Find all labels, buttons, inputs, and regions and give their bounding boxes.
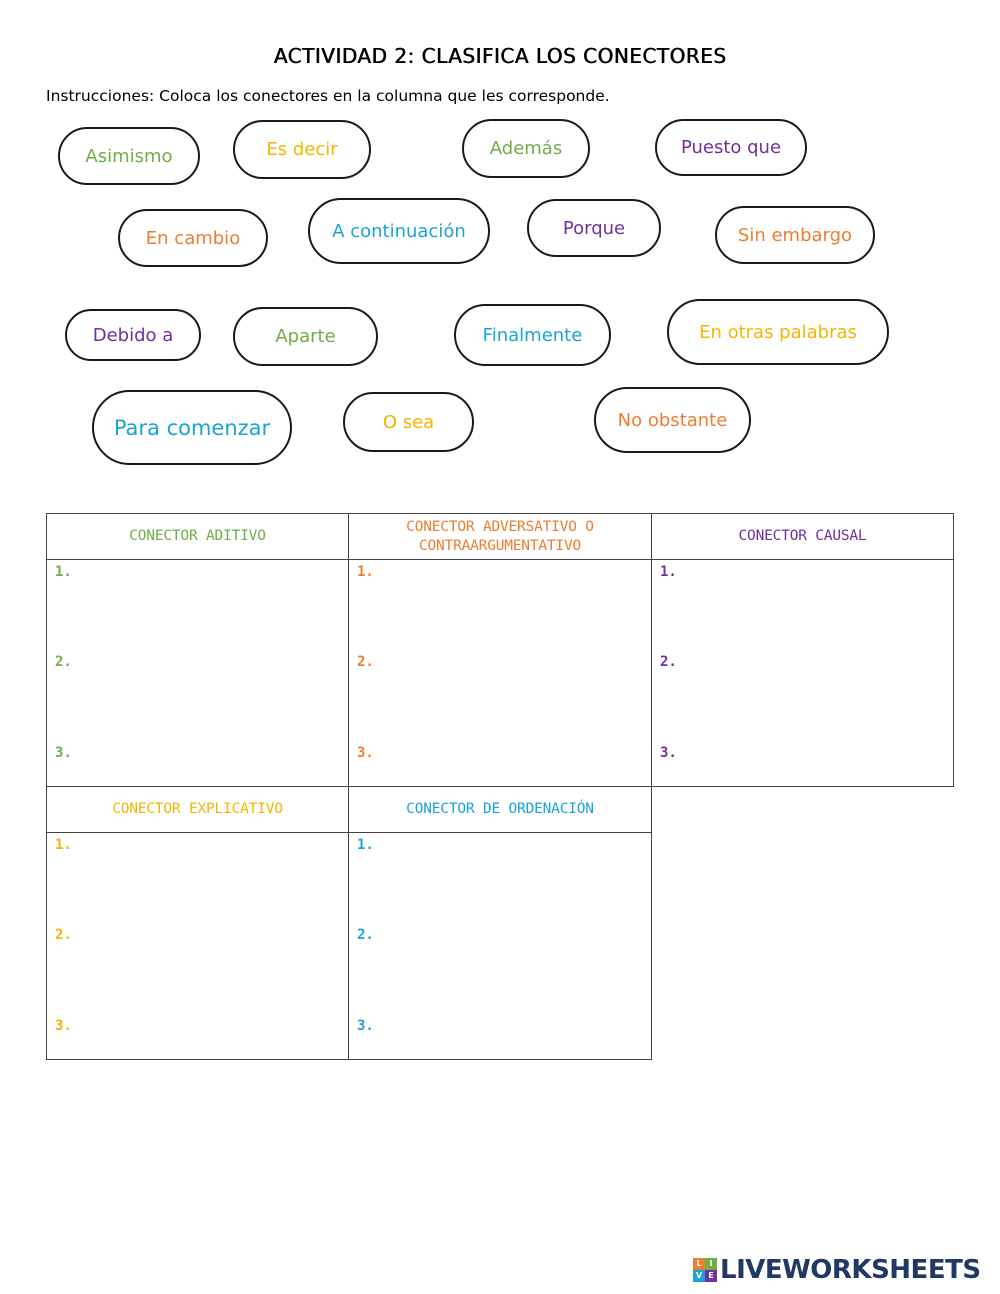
slot-number: 2.: [357, 654, 374, 670]
page-title: ACTIVIDAD 2: CLASIFICA LOS CONECTORES: [273, 44, 727, 68]
connector-pill-en-cambio[interactable]: En cambio: [118, 209, 268, 267]
category-header-ordenacion: CONECTOR DE ORDENACIÓN: [348, 786, 652, 833]
category-dropzone-causal[interactable]: [651, 559, 954, 787]
connector-pill-para-comenzar[interactable]: Para comenzar: [92, 390, 292, 465]
category-header-causal: CONECTOR CAUSAL: [651, 513, 954, 560]
slot-number: 1.: [660, 564, 677, 580]
liveworksheets-logo: [693, 1255, 981, 1285]
category-dropzone-aditivo[interactable]: [46, 559, 349, 787]
logo-tile-e: E: [705, 1270, 717, 1282]
connector-pill-debido-a[interactable]: Debido a: [65, 309, 201, 361]
slot-number: 2.: [55, 927, 72, 943]
connector-pill-asimismo[interactable]: Asimismo: [58, 127, 200, 185]
category-header-aditivo: CONECTOR ADITIVO: [46, 513, 349, 560]
slot-number: 3.: [357, 745, 374, 761]
category-header-adversativo: CONECTOR ADVERSATIVO O CONTRAARGUMENTATIVO: [348, 513, 652, 560]
category-dropzone-adversativo[interactable]: [348, 559, 652, 787]
category-dropzone-ordenacion[interactable]: [348, 832, 652, 1060]
slot-number: 3.: [55, 1018, 72, 1034]
connector-pill-puesto-que[interactable]: Puesto que: [655, 119, 807, 176]
category-dropzone-explicativo[interactable]: [46, 832, 349, 1060]
connector-pill-finalmente[interactable]: Finalmente: [454, 304, 611, 366]
connector-pill-a-continuacion[interactable]: A continuación: [308, 198, 490, 264]
category-header-explicativo: CONECTOR EXPLICATIVO: [46, 786, 349, 833]
connector-pill-no-obstante[interactable]: No obstante: [594, 387, 751, 453]
slot-number: 1.: [55, 837, 72, 853]
slot-number: 1.: [55, 564, 72, 580]
liveworksheets-logo-text: LIVEWORKSHEETS: [720, 1255, 981, 1285]
slot-number: 3.: [660, 745, 677, 761]
connector-pill-porque[interactable]: Porque: [527, 199, 661, 257]
slot-number: 2.: [357, 927, 374, 943]
connector-pill-en-otras-palabras[interactable]: En otras palabras: [667, 299, 889, 365]
slot-number: 1.: [357, 837, 374, 853]
connector-pill-o-sea[interactable]: O sea: [343, 392, 474, 452]
slot-number: 3.: [55, 745, 72, 761]
slot-number: 2.: [55, 654, 72, 670]
connector-pill-sin-embargo[interactable]: Sin embargo: [715, 206, 875, 264]
logo-tile-l: L: [693, 1258, 705, 1270]
connector-pill-aparte[interactable]: Aparte: [233, 307, 378, 366]
liveworksheets-logo-icon: [693, 1258, 717, 1282]
slot-number: 2.: [660, 654, 677, 670]
instructions-text: Instrucciones: Coloca los conectores en la columna que les corresponde.: [46, 87, 610, 105]
connector-pill-ademas[interactable]: Además: [462, 119, 590, 178]
logo-tile-i: I: [705, 1258, 717, 1270]
logo-tile-v: V: [693, 1270, 705, 1282]
slot-number: 3.: [357, 1018, 374, 1034]
slot-number: 1.: [357, 564, 374, 580]
connector-pill-es-decir[interactable]: Es decir: [233, 120, 371, 179]
